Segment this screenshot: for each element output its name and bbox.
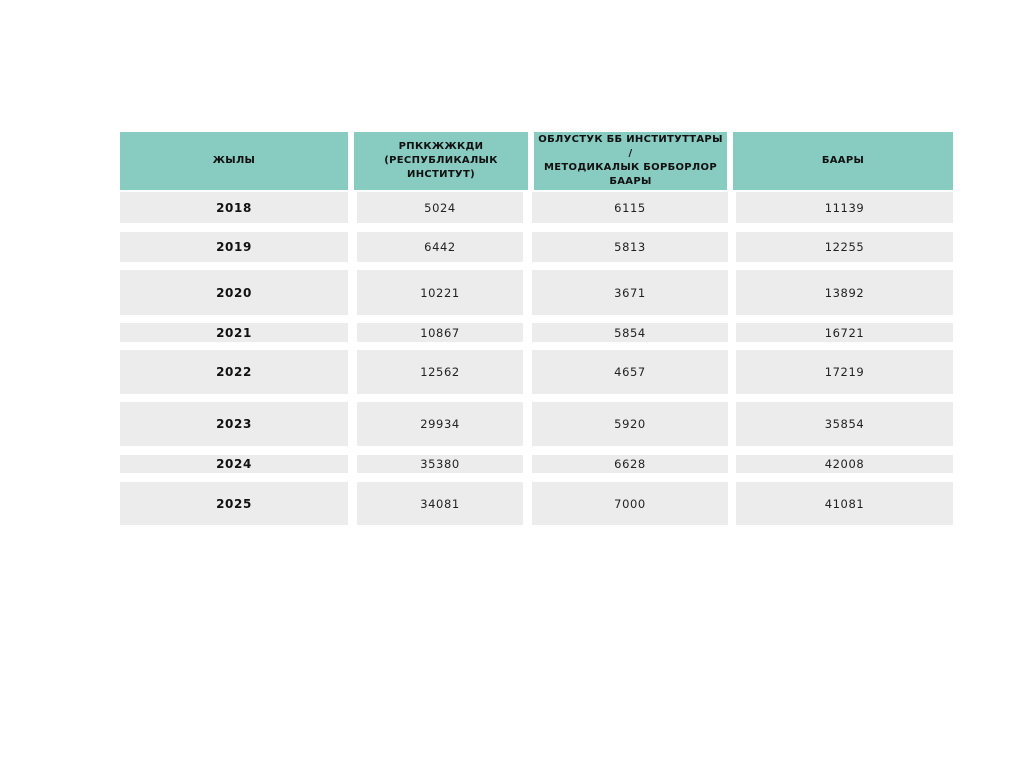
cell-republican-institute: 34081 bbox=[357, 482, 523, 525]
cell-regional-institutes: 5854 bbox=[532, 323, 728, 342]
header-year: ЖЫЛЫ bbox=[120, 132, 348, 190]
cell-year: 2023 bbox=[120, 402, 348, 446]
cell-year: 2018 bbox=[120, 192, 348, 223]
cell-republican-institute: 5024 bbox=[357, 192, 523, 223]
cell-year: 2025 bbox=[120, 482, 348, 525]
cell-total: 35854 bbox=[736, 402, 953, 446]
header-regional-institutes: ОБЛУСТУК ББ ИНСТИТУТТАРЫ / МЕТОДИКАЛЫК БОРБОРЛОР БААРЫ bbox=[534, 132, 727, 190]
cell-total: 16721 bbox=[736, 323, 953, 342]
cell-total: 12255 bbox=[736, 232, 953, 262]
cell-republican-institute: 6442 bbox=[357, 232, 523, 262]
cell-total: 13892 bbox=[736, 270, 953, 315]
cell-total: 42008 bbox=[736, 455, 953, 473]
cell-year: 2024 bbox=[120, 455, 348, 473]
header-total: БААРЫ bbox=[733, 132, 953, 190]
cell-republican-institute: 35380 bbox=[357, 455, 523, 473]
cell-regional-institutes: 6628 bbox=[532, 455, 728, 473]
cell-regional-institutes: 7000 bbox=[532, 482, 728, 525]
cell-year: 2019 bbox=[120, 232, 348, 262]
cell-republican-institute: 10221 bbox=[357, 270, 523, 315]
cell-republican-institute: 29934 bbox=[357, 402, 523, 446]
cell-year: 2020 bbox=[120, 270, 348, 315]
cell-regional-institutes: 5813 bbox=[532, 232, 728, 262]
cell-total: 11139 bbox=[736, 192, 953, 223]
cell-total: 41081 bbox=[736, 482, 953, 525]
cell-year: 2022 bbox=[120, 350, 348, 394]
cell-republican-institute: 12562 bbox=[357, 350, 523, 394]
cell-regional-institutes: 5920 bbox=[532, 402, 728, 446]
cell-regional-institutes: 6115 bbox=[532, 192, 728, 223]
cell-regional-institutes: 4657 bbox=[532, 350, 728, 394]
header-republican-institute: РПККЖЖКДИ (РЕСПУБЛИКАЛЫК ИНСТИТУТ) bbox=[354, 132, 528, 190]
cell-total: 17219 bbox=[736, 350, 953, 394]
cell-regional-institutes: 3671 bbox=[532, 270, 728, 315]
cell-republican-institute: 10867 bbox=[357, 323, 523, 342]
cell-year: 2021 bbox=[120, 323, 348, 342]
